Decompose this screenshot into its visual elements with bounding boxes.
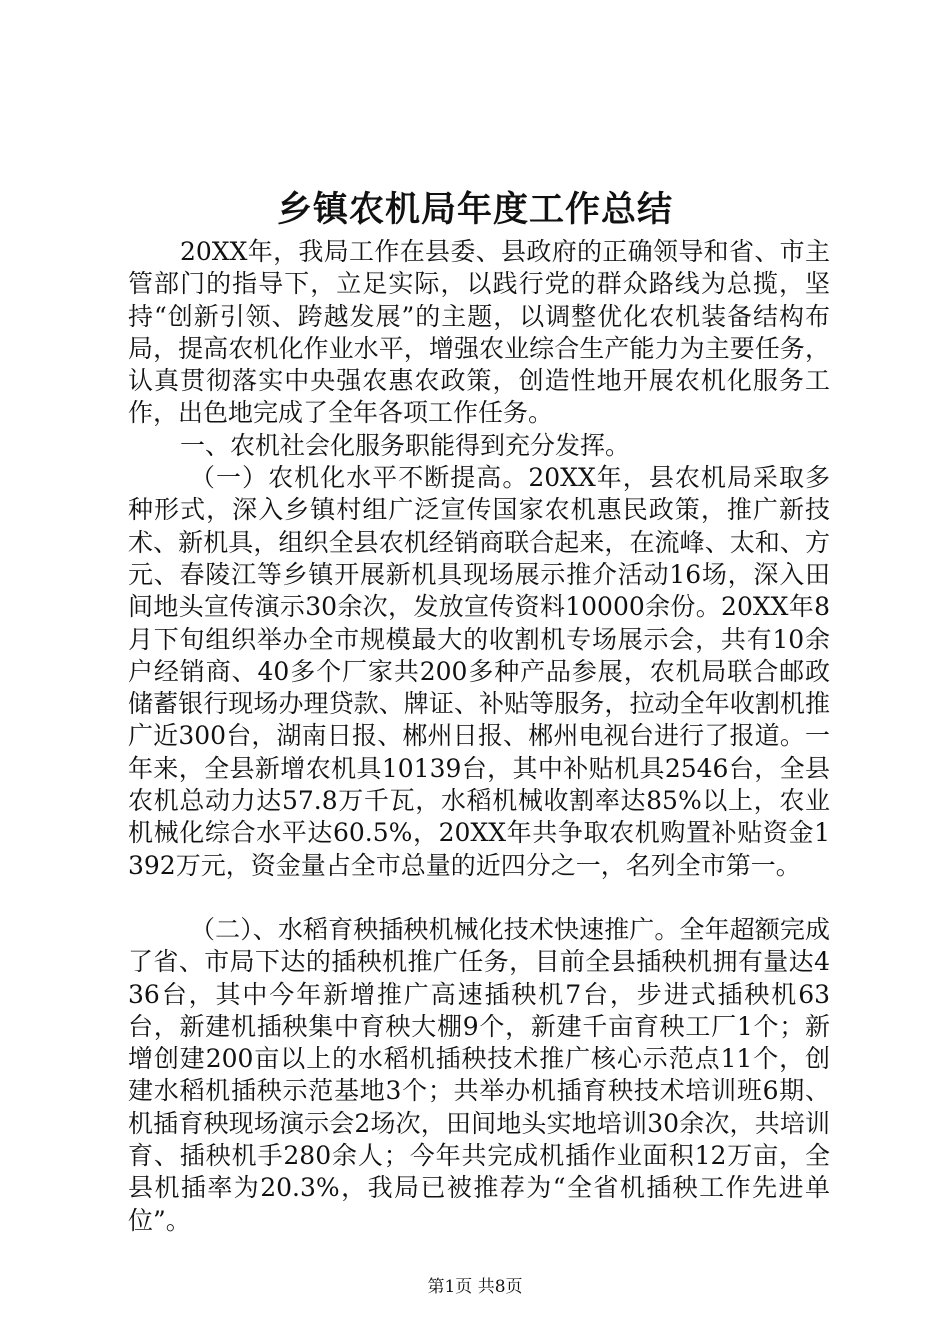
section-heading: 一、农机社会化服务职能得到充分发挥。	[180, 430, 631, 460]
intro-paragraph: 20XX年，我局工作在县委、县政府的正确领导和省、市主管部门的指导下，立足实际，以践行党的群众路线为总揽，坚持“创新引领、跨越发展”的主题，以调整优化农机装备结构布局，提高农机化作业水平，增强农业综合生产能力为主要任务，认真贯彻落实中央强农惠农政策，创造性地开展农机化服务工作，出色地完成了全年各项工作任务。	[128, 237, 830, 428]
subsection-2-paragraph: （二）、水稻育秧插秧机械化技术快速推广。全年超额完成了省、市局下达的插秧机推广任务，目前全县插秧机拥有量达436台，其中今年新增推广高速插秧机7台，步进式插秧机63台，新建机插秧集中育秧大棚9个，新建千亩育秧工厂1个；新增创建200亩以上的水稻机插秧技术推广核心示范点11个，创建水稻机插秧示范基地3个；共举办机插育秧技术培训班6期、机插育秧现场演示会2场次，田间地头实地培训30余次，共培训育、插秧机手280余人；今年共完成机插作业面积12万亩，全县机插率为20.3%，我局已被推荐为“全省机插秧工作先进单位”。	[128, 914, 830, 1235]
paragraph-spacer	[128, 882, 830, 914]
document-title: 乡镇农机局年度工作总结	[276, 189, 673, 230]
document-body	[128, 236, 830, 1237]
page-footer: 第1页 共8页	[427, 1277, 523, 1297]
subsection-1-paragraph: （一）农机化水平不断提高。20XX年，县农机局采取多种形式，深入乡镇村组广泛宣传国家农机惠民政策，推广新技术、新机具，组织全县农机经销商联合起来，在流峰、太和、方元、春陵江等乡镇开展新机具现场展示推介活动16场，深入田间地头宣传演示30余次，发放宣传资料10000余份。20XX年8月下旬组织举办全市规模最大的收割机专场展示会，共有10余户经销商、40多个厂家共200多种产品参展，农机局联合邮政储蓄银行现场办理贷款、牌证、补贴等服务，拉动全年收割机推广近300台，湖南日报、郴州日报、郴州电视台进行了报道。一年来，全县新增农机具10139台，其中补贴机具2546台，全县农机总动力达57.8万千瓦，水稻机械收割率达85%以上，农业机械化综合水平达60.5%，20XX年共争取农机购置补贴资金1392万元，资金量占全市总量的近四分之一，名列全市第一。	[128, 463, 830, 880]
